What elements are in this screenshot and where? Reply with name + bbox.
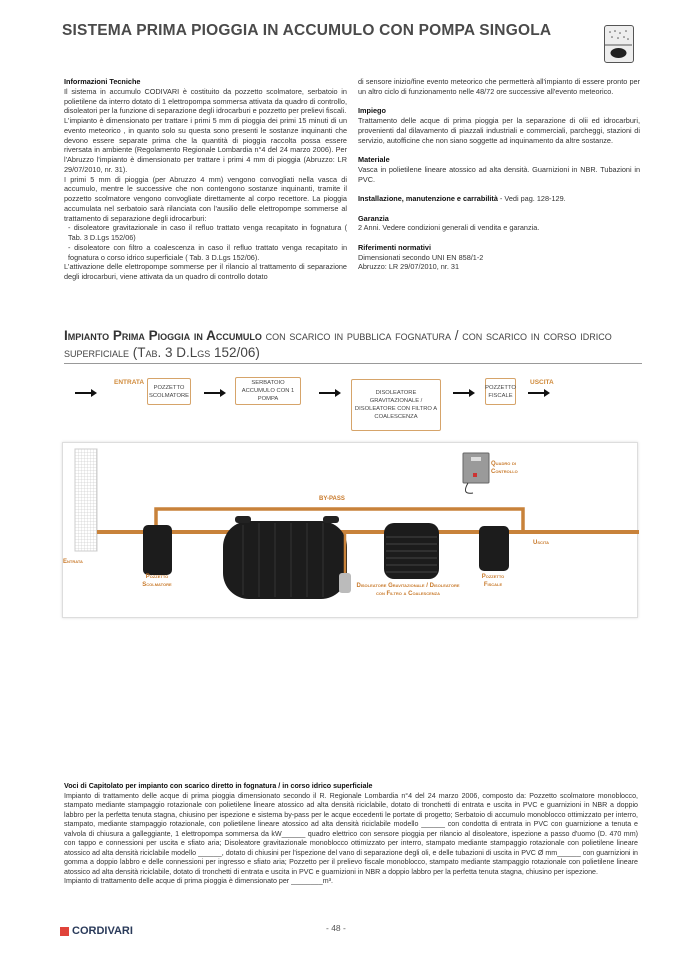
pozzetto-fiscale-tank bbox=[479, 526, 509, 571]
label-entrata: Entrata bbox=[63, 559, 83, 565]
bypass-pipe bbox=[156, 509, 523, 531]
install-ref: - Vedi pag. 128-129. bbox=[497, 194, 566, 203]
flow-box-disoleatore: DISOLEATORE GRAVITAZIONALE / DISOLEATORE CON FILTRO A COALESCENZA bbox=[351, 379, 441, 431]
heading-installazione: Installazione, manutenzione e carrabilità bbox=[358, 194, 498, 203]
heading-impiego: Impiego bbox=[358, 106, 386, 116]
capitolato-body: Impianto di trattamento delle acque di prima pioggia dimensionato secondo il R. Regionale Lombardia n°4 del 24 marzo 2006, composto da: Pozzetto scolmatore monoblocco, stampato mediante stampaggio rotazionale con polietilene lineare atossico ad alta densità riciclabile, dotato di tronchetti di entrata e uscita in PVC e guarnizioni in NBR a doppio labbro per la perfetta tenuta stagna, chiusino per ispezione e sistema by-pass per le acque eccedenti le portate di progetto; Serbatoio di accumulo monoblocco ottimizzato per interro, stampato, mediante stampaggio rotazionale, con polietilene lineare atossico ad alta densità riciclabile modello ______ con condotta di entrata in PVC con guarnizione a tenuta e valvola di chiusura a galleggiante, 1 elettropompa sommersa da kW______ quadro elettrico con sensore pioggia per rilancio al disoleatore, ispezione a passo d'uomo (D. 470 mm) con tappo e connessioni per uscita e sfiato aria; Disoleatore gravitazionale monoblocco ottimizzato per interro, stampato mediante stampaggio rotazionale con polietilene lineare atossico ad alta densità riciclabile modello ______, dotato di chiusini per l'ispezione del vano di separazione degli oli, e delle tubazioni di uscita in PVC Ø mm______ con guarnizioni in gomma a doppio labbro e delle connessioni per ingresso e sfiato aria; Pozzetto per il prelievo fiscale monoblocco, stampato mediante stampaggio rotazionale con polietilene lineare atossico ad alta densità riciclabile, dotato di tronchetti di entrata e uscita in PVC e guarnizioni in NBR a doppio labbro per la perfetta tenuta stagna, chiusino per ispezione. bbox=[64, 791, 638, 876]
brand-name: CORDIVARI bbox=[72, 925, 133, 937]
heading-garanzia: Garanzia bbox=[358, 213, 389, 223]
capitolato-section bbox=[64, 782, 638, 887]
cordivari-logo bbox=[60, 925, 133, 937]
paragraph: L'impianto è dimensionato per trattare i primi 5 mm di pioggia dei primi 15 minuti di un evento meteorico , in quanto solo su questa sono presenti le sostanze inquinanti che devono essere separate prima che la quantità di pioggia raccolta possa essere riversata in ambiente (Regolamento Regionale Lombardia n°4 del 24 marzo 2006). Per l'Abruzzo l'impianto è dimensionato per trattare i primi 4 mm di pioggia (Abruzzo: LR 29/07/2010, nr. 31). bbox=[64, 116, 347, 174]
page-title: SISTEMA PRIMA PIOGGIA IN ACCUMULO CON POMPA SINGOLA bbox=[62, 22, 552, 39]
left-column bbox=[64, 77, 347, 282]
right-column bbox=[358, 77, 640, 272]
capitolato-last: Impianto di trattamento delle acque di prima pioggia è dimensionato per ________m³. bbox=[64, 877, 333, 885]
arrow-right-icon bbox=[528, 392, 548, 394]
paragraph: Abruzzo: LR 29/07/2010, nr. 31 bbox=[358, 262, 460, 272]
paragraph: di sensore inizio/fine evento meteorico che permetterà all'impianto di essere pronto per un altro ciclo di funzionamento nelle 48/72 ore successive all'evento meteorico. bbox=[358, 77, 640, 96]
paragraph: 2 Anni. Vedere condizioni generali di vendita e garanzia. bbox=[358, 223, 540, 233]
paragraph: Trattamento delle acque di prima pioggia per la separazione di olii ed idrocarburi, provenienti dal dilavamento di piazzali industriali e commerciali, parcheggi, stazioni di servizio, autofficine che non siano soggette ad inquinamento da altre sostanze. bbox=[358, 116, 640, 145]
paragraph: Il sistema in accumulo CODIVARI è costituito da pozzetto scolmatore, serbatoio in polietilene da interro dotato di 1 elettropompa sommersa attivata da quadro di controllo, disoleatori per la funzione di separazione degli idrocarburi e pozzetto per prelievi fiscali. bbox=[64, 86, 347, 116]
arrow-right-icon bbox=[204, 392, 224, 394]
diagram-title bbox=[64, 327, 642, 364]
flow-box-pozzetto-scolmatore: POZZETTO SCOLMATORE bbox=[147, 378, 191, 405]
bullet-item: - disoleatore gravitazionale in caso il refluo trattato venga recapitato in fognatura ( Tab. 3 D.Lgs 152/06) bbox=[68, 223, 347, 242]
diagram-title-rest: con scarico in pubblica fognatura / con scarico in corso idrico superficiale (Tab. 3 D.Lgs 152/06) bbox=[64, 328, 612, 360]
pump bbox=[339, 573, 351, 593]
heading-info-tecniche: Informazioni Tecniche bbox=[64, 77, 141, 86]
logo-mark-icon bbox=[60, 927, 69, 936]
paragraph: Dimensionati secondo UNI EN 858/1-2 bbox=[358, 252, 484, 262]
pozzetto-scolmatore-tank bbox=[143, 525, 172, 575]
paragraph: I primi 5 mm di pioggia (per Abruzzo 4 mm) vengono convogliati nella vasca di accumulo, mentre le successive che non contengono sostanze inquinanti, tramite il pozzetto scolmatore vengono convogliate direttamente al corpo recettore. La pioggia accumulata nel serbatoio sarà rilanciata con l'ausilio delle elettropompe sommerse al trattamento di separazione degli idrocarburi: bbox=[64, 174, 347, 223]
main-pipe bbox=[97, 530, 639, 534]
flow-box-pozzetto-fiscale: POZZETTO FISCALE bbox=[485, 378, 516, 405]
grate bbox=[75, 449, 97, 551]
label-disoleatore: Disoleatore Gravitazionale / Disoleatore con Filtro a Coalescenza bbox=[356, 583, 460, 597]
page-number: - 48 - bbox=[326, 923, 346, 933]
label-uscita: Uscita bbox=[533, 540, 550, 546]
flow-uscita: USCITA bbox=[530, 379, 554, 386]
label-bypass: BY-PASS bbox=[319, 496, 345, 502]
label-pozzetto-fiscale: Pozzetto Fiscale bbox=[481, 574, 505, 588]
rain-tank-icon bbox=[604, 25, 634, 63]
arrow-right-icon bbox=[75, 392, 95, 394]
paragraph: Vasca in polietilene lineare atossico ad alta densità. Guarnizioni in NBR. Tubazioni in PVC. bbox=[358, 164, 640, 184]
flow-entrata: ENTRATA bbox=[114, 379, 145, 386]
paragraph: L'attivazione delle elettropompe sommerse per il rilancio al trattamento di separazione degli idrocarburi, viene attivata da un quadro di controllo dotato bbox=[64, 262, 347, 281]
diagram-title-bold: Impianto Prima Pioggia in Accumulo bbox=[64, 328, 262, 343]
heading-materiale: Materiale bbox=[358, 155, 390, 164]
plant-illustration bbox=[62, 442, 638, 618]
capitolato-heading: Voci di Capitolato per impianto con scarico diretto in fognatura / in corso idrico superficiale bbox=[64, 782, 373, 790]
heading-riferimenti: Riferimenti normativi bbox=[358, 242, 431, 252]
plant-drawing bbox=[63, 443, 639, 619]
arrow-right-icon bbox=[319, 392, 339, 394]
flow-box-serbatoio: SERBATOIO ACCUMULO CON 1 POMPA bbox=[235, 377, 301, 405]
label-pozzetto-scolmatore: Pozzetto Scolmatore bbox=[142, 574, 172, 588]
label-quadro-controllo: Quadro di Controllo bbox=[491, 461, 518, 475]
storage-tank bbox=[223, 521, 347, 599]
arrow-right-icon bbox=[453, 392, 473, 394]
bullet-item: - disoleatore con filtro a coalescenza in caso il refluo trattato venga recapitato in fognatura o corso idrico superficiale ( Tab. 3 D.Lgs 152/06). bbox=[68, 242, 347, 262]
